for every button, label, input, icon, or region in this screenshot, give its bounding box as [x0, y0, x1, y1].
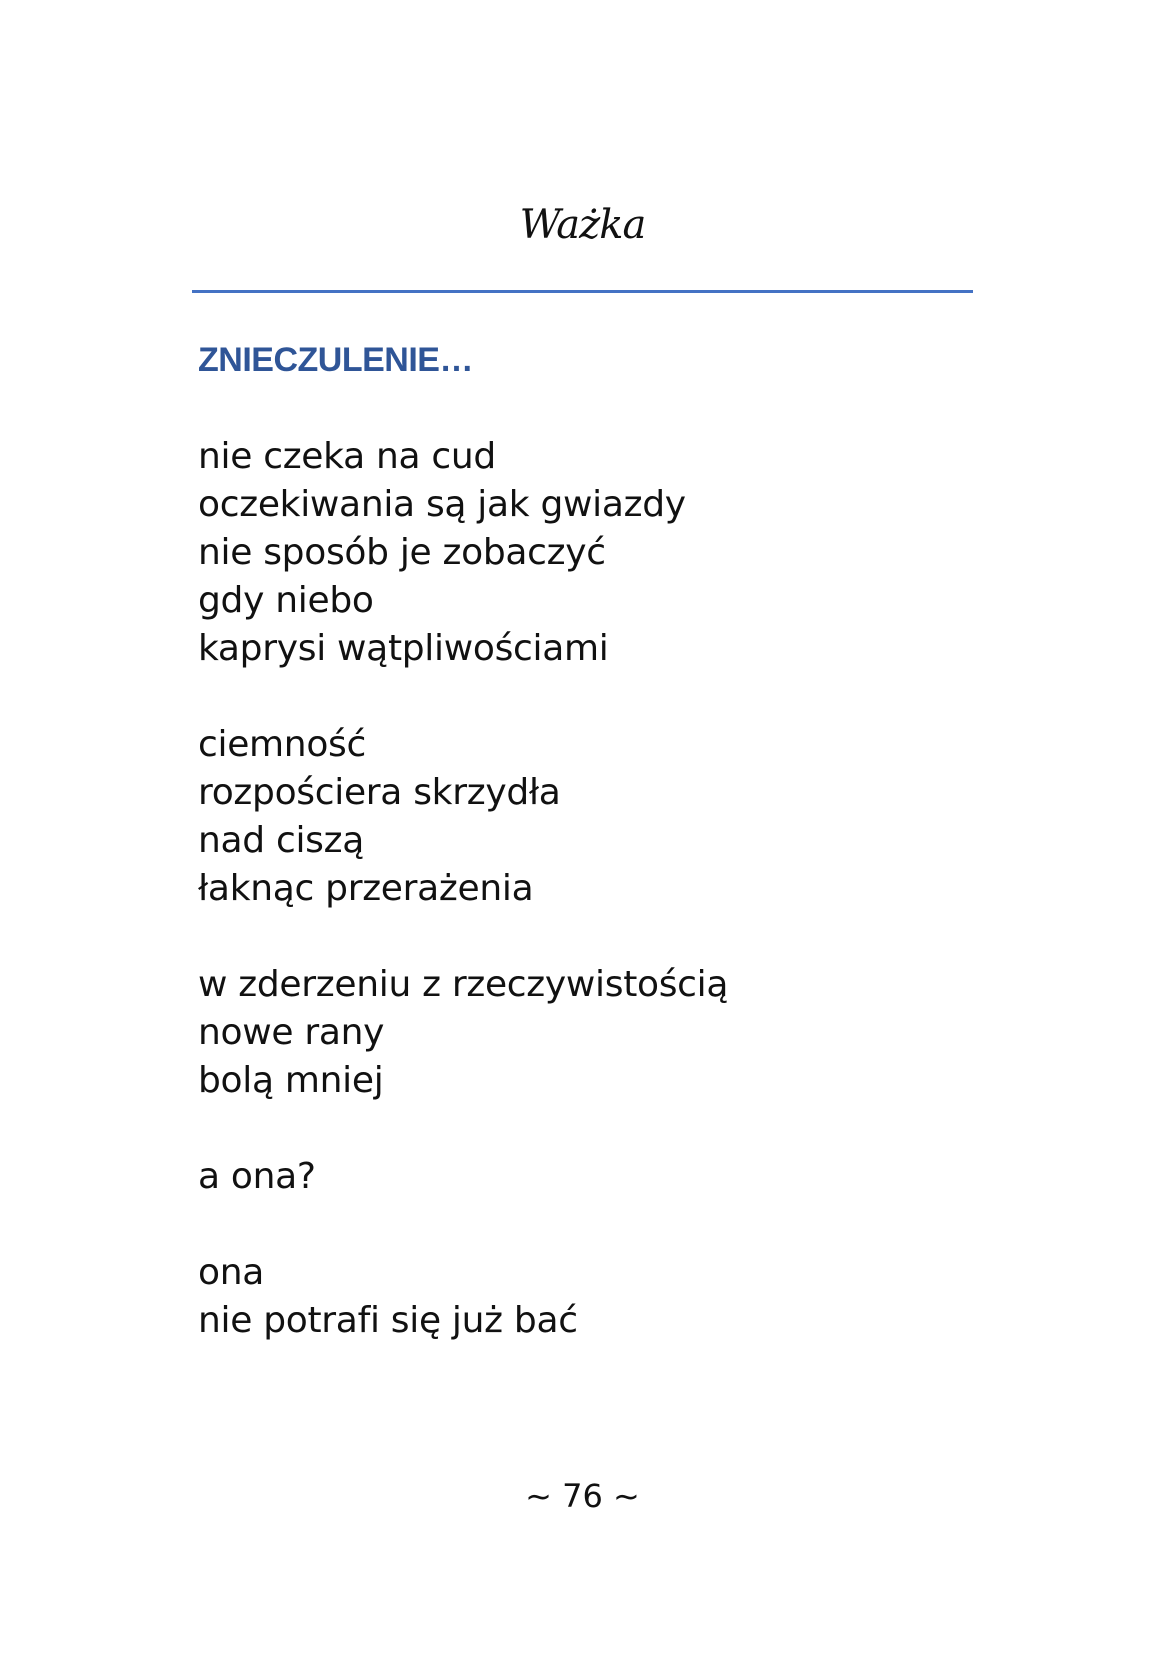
stanza — [198, 1153, 958, 1201]
poem-line: rozpościera skrzydła — [198, 772, 561, 813]
running-head-title: Ważka — [519, 202, 646, 248]
poem-line: w zderzeniu z rzeczywistością — [198, 964, 729, 1005]
poem-line: nad ciszą — [198, 820, 364, 861]
poem-line: ciemność — [198, 724, 367, 765]
poem-line: kaprysi wątpliwościami — [198, 628, 609, 669]
stanza — [198, 433, 958, 673]
poem-line: nie sposób je zobaczyć — [198, 532, 606, 573]
poem-line: oczekiwania są jak gwiazdy — [198, 484, 686, 525]
poem-line: nie potrafi się już bać — [198, 1300, 578, 1341]
poem-title: ZNIECZULENIE… — [198, 341, 473, 379]
stanza — [198, 721, 958, 913]
stanza — [198, 1249, 958, 1345]
poem-line: a ona? — [198, 1156, 316, 1197]
poem-line: nowe rany — [198, 1012, 385, 1053]
poem-line: gdy niebo — [198, 580, 374, 621]
stanza — [198, 961, 958, 1105]
poem-body — [198, 433, 958, 1393]
header-divider — [192, 290, 973, 293]
poem-line: bolą mniej — [198, 1060, 384, 1101]
poem-line: łaknąc przerażenia — [198, 868, 534, 909]
page-number: ~ 76 ~ — [525, 1477, 640, 1515]
poem-line: nie czeka na cud — [198, 436, 496, 477]
poem-line: ona — [198, 1252, 265, 1293]
